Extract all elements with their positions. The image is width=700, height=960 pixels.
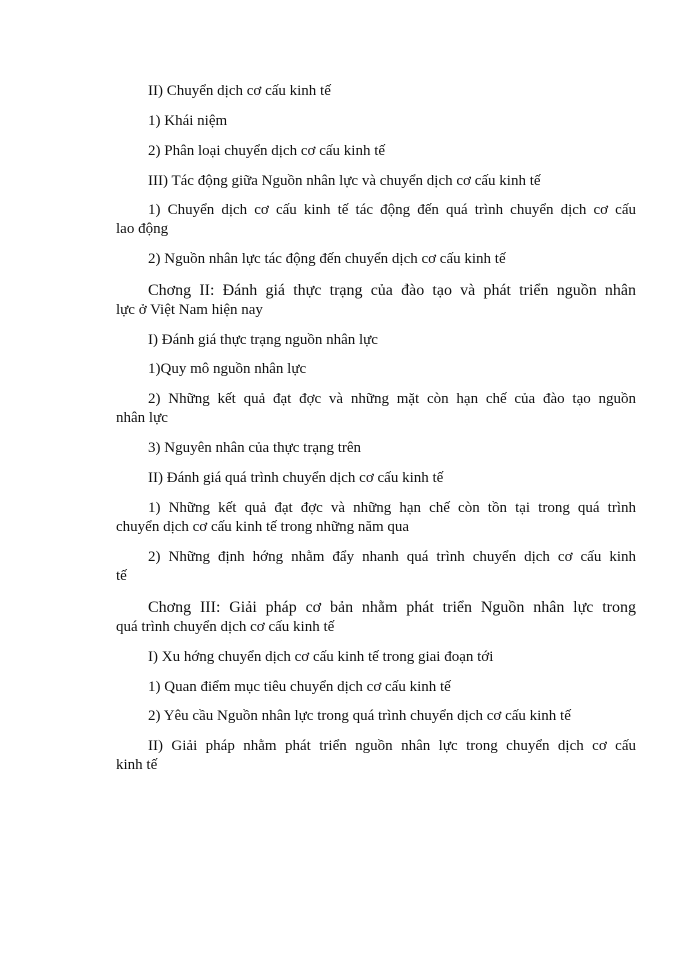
subsection-item: 1) Chuyển dịch cơ cấu kinh tế tác động đến quá trình chuyển dịch cơ cấu — [148, 202, 636, 218]
section-heading: II) Đánh giá quá trình chuyển dịch cơ cấu kinh tế — [148, 470, 444, 486]
subsection-item: 1) Những kết quả đạt đợc và những hạn chế còn tồn tại trong quá trình — [148, 500, 636, 516]
subsection-item: 2) Nguồn nhân lực tác động đến chuyển dịch cơ cấu kinh tế — [148, 251, 506, 267]
subsection-item: 2) Những định hớng nhằm đẩy nhanh quá trình chuyển dịch cơ cấu kinh — [148, 549, 636, 565]
subsection-item: 2) Phân loại chuyển dịch cơ cấu kinh tế — [148, 143, 386, 159]
section-heading: I) Đánh giá thực trạng nguồn nhân lực — [148, 332, 378, 348]
subsection-item: 3) Nguyên nhân của thực trạng trên — [148, 440, 362, 456]
subsection-item-continuation: chuyển dịch cơ cấu kinh tế trong những năm qua — [116, 519, 410, 535]
chapter-heading-continuation: lực ở Việt Nam hiện nay — [116, 302, 263, 318]
subsection-item-continuation: lao động — [116, 221, 169, 237]
subsection-item-continuation: tế — [116, 568, 127, 584]
section-heading: II) Giải pháp nhằm phát triển nguồn nhân lực trong chuyển dịch cơ cấu — [148, 738, 636, 754]
subsection-item: 1) Quan điểm mục tiêu chuyển dịch cơ cấu kinh tế — [148, 679, 451, 695]
chapter-heading: Chơng III: Giải pháp cơ bản nhằm phát triển Nguồn nhân lực trong — [148, 599, 636, 616]
section-heading: II) Chuyển dịch cơ cấu kinh tế — [148, 83, 331, 99]
subsection-item: 2) Những kết quả đạt đợc và những mặt còn hạn chế của đào tạo nguồn — [148, 391, 636, 407]
subsection-item-continuation: nhân lực — [116, 410, 168, 426]
chapter-heading-continuation: quá trình chuyển dịch cơ cấu kinh tế — [116, 619, 335, 635]
section-heading: I) Xu hớng chuyển dịch cơ cấu kinh tế trong giai đoạn tới — [148, 649, 494, 665]
section-heading-continuation: kinh tế — [116, 757, 158, 773]
subsection-item: 2) Yêu cầu Nguồn nhân lực trong quá trình chuyển dịch cơ cấu kinh tế — [148, 708, 571, 724]
subsection-item: 1) Khái niệm — [148, 113, 228, 129]
chapter-heading: Chơng II: Đánh giá thực trạng của đào tạo và phát triển nguồn nhân — [148, 282, 636, 299]
section-heading: III) Tác động giữa Nguồn nhân lực và chuyển dịch cơ cấu kinh tế — [148, 173, 541, 189]
subsection-item: 1)Quy mô nguồn nhân lực — [148, 361, 307, 377]
